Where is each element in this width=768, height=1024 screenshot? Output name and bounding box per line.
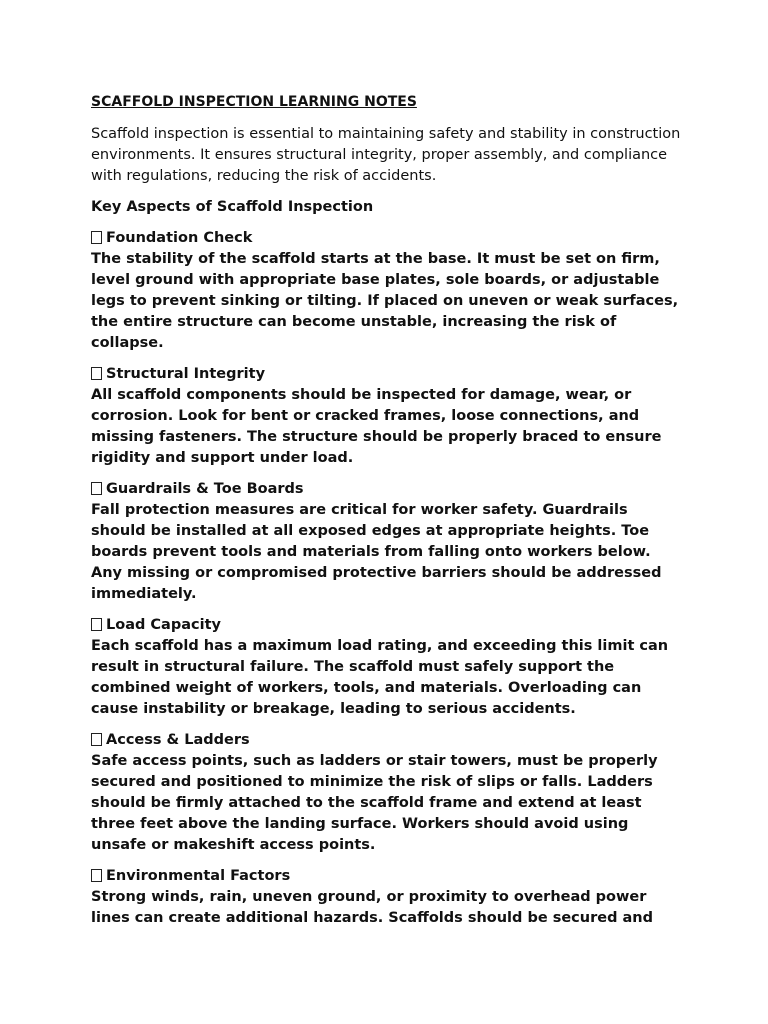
- aspect-body: Safe access points, such as ladders or stair towers, must be properly secured and positioned to minimize the risk of slips or falls. Ladders should be firmly attached to the scaffold frame and extend at least three feet above the landing surface. Workers should avoid using unsafe or makeshift access points.: [91, 753, 658, 853]
- aspect-body: Each scaffold has a maximum load rating, and exceeding this limit can result in structural failure. The scaffold must safely support the combined weight of workers, tools, and materials. Overloading can cause instability or breakage, leading to serious accidents.: [91, 638, 669, 717]
- aspect-title: Guardrails & Toe Boards: [106, 481, 304, 497]
- box-glyph-icon: [91, 367, 102, 380]
- aspect-title: Environmental Factors: [106, 868, 291, 884]
- aspect-body: Fall protection measures are critical for worker safety. Guardrails should be installed at all exposed edges at appropriate heights. Toe boards prevent tools and materials from falling onto workers below. Any missing or compromised protective barriers should be addressed immediately.: [91, 502, 662, 602]
- aspect-environmental-factors: [91, 866, 681, 929]
- aspect-title: Foundation Check: [106, 230, 253, 246]
- aspect-title: Access & Ladders: [106, 732, 250, 748]
- aspect-body: All scaffold components should be inspected for damage, wear, or corrosion. Look for bent or cracked frames, loose connections, and missing fasteners. The structure should be properly braced to ensure rigidity and support under load.: [91, 387, 662, 466]
- section-heading: Key Aspects of Scaffold Inspection: [91, 199, 374, 215]
- aspect-foundation-check: [91, 228, 681, 354]
- box-glyph-icon: [91, 618, 102, 631]
- aspect-title: Structural Integrity: [106, 366, 266, 382]
- intro-paragraph: Scaffold inspection is essential to maintaining safety and stability in construction environments. It ensures structural integrity, proper assembly, and compliance with regulations, reducing the risk of accidents.: [91, 126, 681, 184]
- box-glyph-icon: [91, 231, 102, 244]
- aspect-structural-integrity: [91, 364, 681, 469]
- box-glyph-icon: [91, 482, 102, 495]
- aspect-body: The stability of the scaffold starts at the base. It must be set on firm, level ground with appropriate base plates, sole boards, or adjustable legs to prevent sinking or tilting. If placed on uneven or weak surfaces, the entire structure can become unstable, increasing the risk of collapse.: [91, 251, 679, 351]
- box-glyph-icon: [91, 869, 102, 882]
- aspect-access-ladders: [91, 730, 681, 856]
- aspect-body: Strong winds, rain, uneven ground, or proximity to overhead power lines can create additional hazards. Scaffolds should be secured and: [91, 889, 653, 926]
- document-title: SCAFFOLD INSPECTION LEARNING NOTES: [91, 94, 417, 110]
- aspect-guardrails-toe-boards: [91, 479, 681, 605]
- document-page: [91, 92, 681, 939]
- aspect-title: Load Capacity: [106, 617, 221, 633]
- box-glyph-icon: [91, 733, 102, 746]
- aspect-load-capacity: [91, 615, 681, 720]
